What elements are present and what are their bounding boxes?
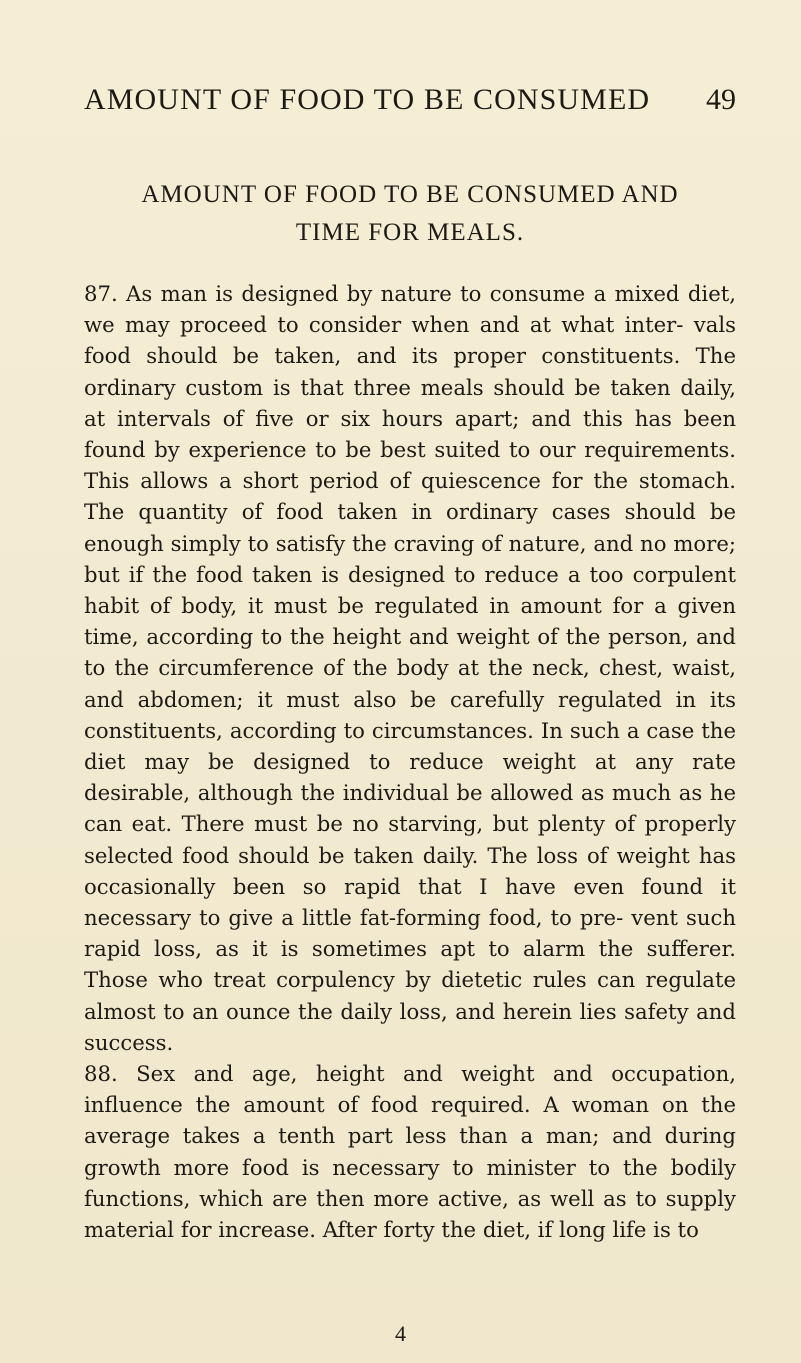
signature-mark: 4 [395,1321,406,1346]
body-text [84,278,736,1245]
section-heading [84,176,736,252]
paragraph-87: 87. As man is designed by nature to consume a mixed diet, we may proceed to consider when and at what inter- vals food should be taken, and its proper constituents. The ordinary custom is that three meals should be taken daily, at intervals of five or six hours apart; and this has been found by experience to be best suited to our requirements. This allows a short period of quiescence for the stomach. The quantity of food taken in ordinary cases should be enough simply to satisfy the craving of nature, and no more; but if the food taken is designed to reduce a too corpulent habit of body, it must be regulated in amount for a given time, according to the height and weight of the person, and to the circumference of the body at the neck, chest, waist, and abdomen; it must also be carefully regulated in its constituents, according to circumstances. In such a case the diet may be designed to reduce weight at any rate desirable, although the individual be allowed as much as he can eat. There must be no starving, but plenty of properly selected food should be taken daily. The loss of weight has occasionally been so rapid that I have even found it necessary to give a little fat-forming food, to pre- vent such rapid loss, as it is sometimes apt to alarm the sufferer. Those who treat corpulency by dietetic rules can regulate almost to an ounce the daily loss, and herein lies safety and success. [84,281,736,1055]
running-head-title: AMOUNT OF FOOD TO BE CONSUMED [84,83,651,116]
section-heading-line-1: AMOUNT OF FOOD TO BE CONSUMED AND [141,181,679,208]
running-head [84,80,736,120]
section-heading-line-2: TIME FOR MEALS. [295,219,525,246]
page-number: 49 [706,83,736,116]
paragraph-88: 88. Sex and age, height and weight and occupation, influence the amount of food required. A woman on the average takes a tenth part less than a man; and during growth more food is necessary to minister to the bodily functions, which are then more active, as well as to supply material for increase. After forty the diet, if long life is to [84,1061,736,1243]
